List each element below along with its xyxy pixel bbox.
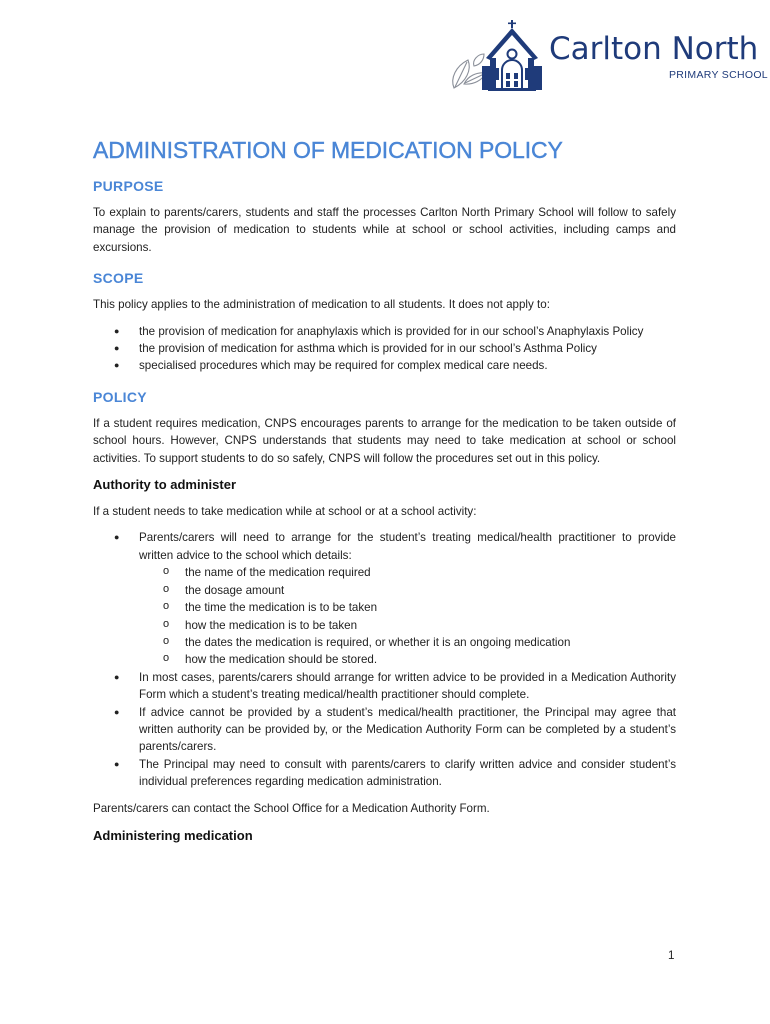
purpose-text: To explain to parents/carers, students and staff the processes Carlton North Primary School will follow to safely manage the provision of medication to students while at school or school activities, including camps and excursions.: [93, 206, 676, 254]
sublist-item: o the dates the medication is required, or whether it is an ongoing medication: [163, 634, 676, 651]
school-name: Carlton North: [549, 31, 759, 67]
sublist-item: o how the medication should be stored.: [163, 651, 676, 668]
authority-list: [114, 529, 676, 790]
authority-heading: Authority to administer: [93, 477, 237, 493]
sublist-item: o the dosage amount: [163, 582, 676, 599]
authority-intro: If a student needs to take medication while at school or at a school activity:: [93, 505, 477, 519]
school-building-logo-icon: [448, 18, 548, 94]
list-item: ● specialised procedures which may be required for complex medical care needs.: [114, 357, 676, 374]
list-item: ● The Principal may need to consult with parents/carers to clarify written advice and consider student’s individual preferences regarding medication administration.: [114, 756, 676, 791]
sublist-item: o the name of the medication required: [163, 564, 676, 581]
sublist-item: o how the medication is to be taken: [163, 617, 676, 634]
scope-heading: SCOPE: [93, 270, 144, 287]
page-number: 1: [668, 949, 675, 962]
authority-outro: Parents/carers can contact the School Office for a Medication Authority Form.: [93, 801, 490, 815]
document-body: [93, 136, 676, 845]
list-item-text: Parents/carers will need to arrange for the student’s treating medical/health practitioner to provide written advice to the school which details:: [139, 531, 676, 562]
list-item: ● the provision of medication for anaphylaxis which is provided for in our school’s Anaphylaxis Policy: [114, 323, 676, 340]
administering-heading: Administering medication: [93, 827, 253, 843]
list-item: ● the provision of medication for asthma which is provided for in our school’s Asthma Policy: [114, 340, 676, 357]
policy-text: If a student requires medication, CNPS encourages parents to arrange for the medication to be taken outside of school hours. However, CNPS understands that students may need to take medication at school or school activities. To support students to do so safely, CNPS will follow the procedures set out in this policy.: [93, 416, 676, 465]
details-sublist: [163, 564, 676, 668]
school-logo: [448, 18, 768, 94]
list-item: ● In most cases, parents/carers should arrange for written advice to be provided in a Medication Authority Form which a student’s treating medical/health practitioner should complete.: [114, 669, 676, 704]
list-item: [114, 529, 676, 668]
scope-intro: This policy applies to the administration of medication to all students. It does not apply to:: [93, 298, 550, 312]
school-subtitle: PRIMARY SCHOOL: [669, 69, 768, 81]
list-item: ● If advice cannot be provided by a student’s medical/health practitioner, the Principal may agree that written authority can be provided by, or the Medication Authority Form can be completed by a student’s parents/carers.: [114, 704, 676, 756]
sublist-item: o the time the medication is to be taken: [163, 599, 676, 616]
scope-list: [114, 323, 676, 375]
purpose-heading: PURPOSE: [93, 178, 164, 194]
document-title: ADMINISTRATION OF MEDICATION POLICY: [93, 137, 563, 163]
policy-heading: POLICY: [93, 388, 147, 405]
